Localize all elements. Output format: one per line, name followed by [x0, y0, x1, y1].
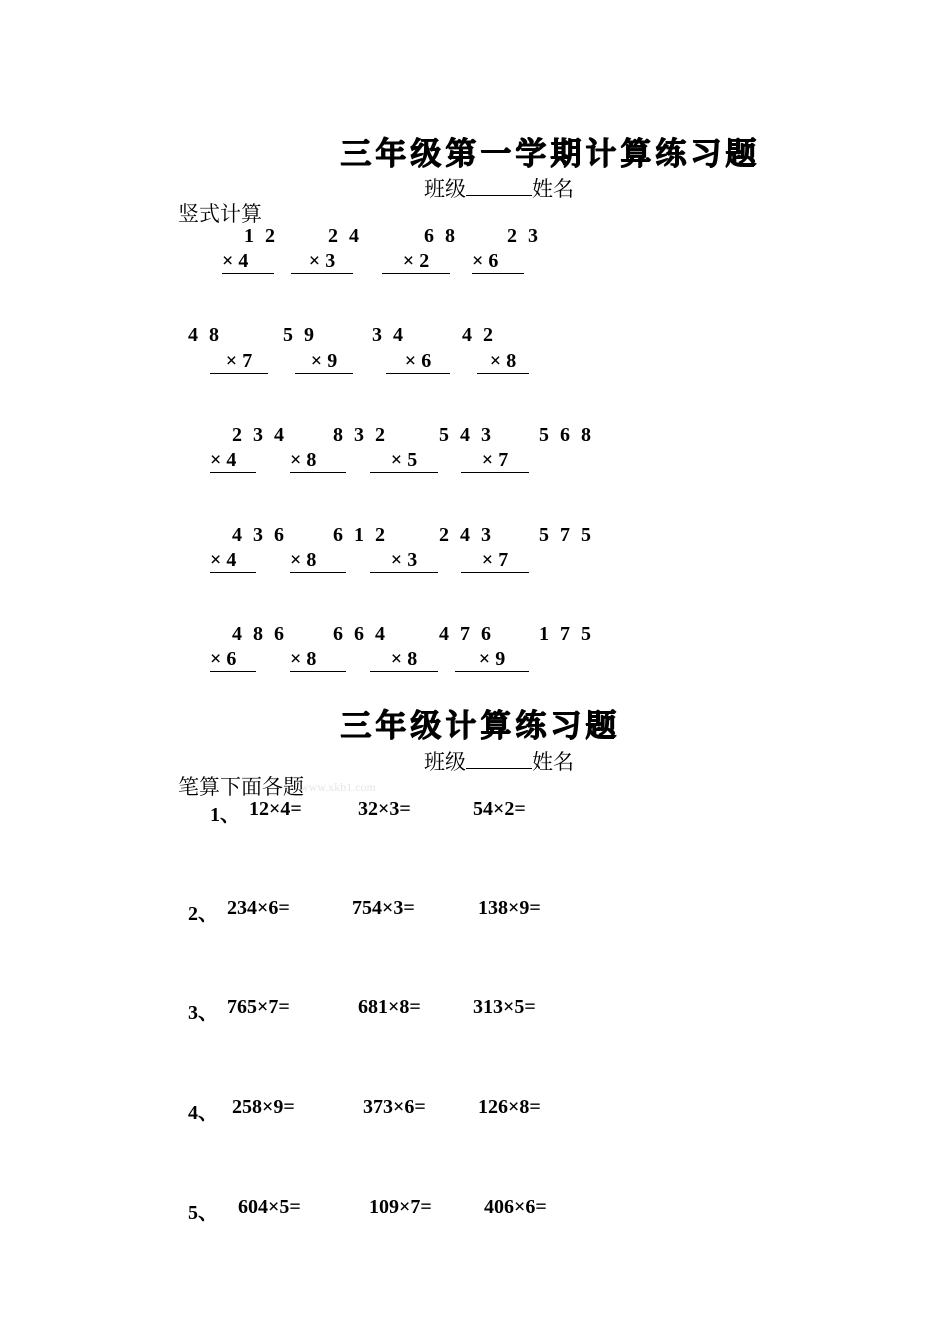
problem-expression: 109×7=	[369, 1196, 432, 1218]
problem-top: 4 3 6	[232, 524, 287, 546]
problem-index: 3、	[188, 1002, 218, 1024]
problem-expression: 32×3=	[358, 798, 411, 820]
problem-expression: 258×9=	[232, 1096, 295, 1118]
problem-top: 1 2	[244, 225, 278, 247]
class-label: 班级	[424, 750, 466, 774]
problem-multiplier: × 8	[477, 350, 529, 374]
problem-multiplier: × 4	[210, 449, 256, 473]
class-name-line-2	[424, 746, 574, 776]
class-blank	[466, 751, 532, 769]
problem-top: 4 8	[188, 324, 222, 346]
problem-multiplier: × 7	[461, 449, 529, 473]
problem-top: 6 8	[424, 225, 458, 247]
problem-expression: 406×6=	[484, 1196, 547, 1218]
written-calc-heading: 笔算下面各题	[178, 775, 304, 799]
problem-multiplier: × 8	[290, 648, 346, 672]
problem-top: 5 9	[283, 324, 317, 346]
problem-top: 2 4 3	[439, 524, 494, 546]
worksheet-title-2: 三年级计算练习题	[340, 708, 620, 744]
worksheet-title: 三年级第一学期计算练习题	[340, 136, 760, 172]
name-label: 姓名	[532, 750, 574, 774]
problem-expression: 126×8=	[478, 1096, 541, 1118]
class-name-line	[424, 173, 574, 203]
problem-top: 4 7 6	[439, 623, 494, 645]
watermark: www.xkb1.com	[300, 780, 376, 794]
problem-top: 3 4	[372, 324, 406, 346]
problem-multiplier: × 7	[461, 549, 529, 573]
problem-top: 5 7 5	[539, 524, 594, 546]
problem-index: 1、	[210, 804, 240, 826]
problem-top: 2 3 4	[232, 424, 287, 446]
problem-expression: 54×2=	[473, 798, 526, 820]
problem-index: 2、	[188, 903, 218, 925]
problem-top: 1 7 5	[539, 623, 594, 645]
problem-multiplier: × 4	[210, 549, 256, 573]
vertical-calc-heading: 竖式计算	[178, 202, 262, 226]
problem-top: 6 1 2	[333, 524, 388, 546]
problem-top: 5 6 8	[539, 424, 594, 446]
problem-expression: 373×6=	[363, 1096, 426, 1118]
problem-multiplier: × 8	[290, 549, 346, 573]
problem-multiplier: × 9	[455, 648, 529, 672]
problem-multiplier: × 6	[472, 250, 524, 274]
class-blank	[466, 178, 532, 196]
problem-multiplier: × 2	[382, 250, 450, 274]
problem-multiplier: × 6	[210, 648, 256, 672]
problem-expression: 681×8=	[358, 996, 421, 1018]
problem-multiplier: × 8	[370, 648, 438, 672]
problem-multiplier: × 8	[290, 449, 346, 473]
problem-multiplier: × 9	[295, 350, 353, 374]
class-label: 班级	[424, 177, 466, 201]
problem-top: 4 2	[462, 324, 496, 346]
name-label: 姓名	[532, 177, 574, 201]
problem-expression: 604×5=	[238, 1196, 301, 1218]
problem-multiplier: × 4	[222, 250, 274, 274]
problem-expression: 12×4=	[249, 798, 302, 820]
problem-multiplier: × 3	[291, 250, 353, 274]
problem-expression: 754×3=	[352, 897, 415, 919]
problem-expression: 313×5=	[473, 996, 536, 1018]
problem-top: 2 3	[507, 225, 541, 247]
problem-index: 5、	[188, 1202, 218, 1224]
problem-expression: 138×9=	[478, 897, 541, 919]
problem-expression: 234×6=	[227, 897, 290, 919]
problem-top: 8 3 2	[333, 424, 388, 446]
problem-top: 2 4	[328, 225, 362, 247]
problem-top: 6 6 4	[333, 623, 388, 645]
problem-expression: 765×7=	[227, 996, 290, 1018]
problem-multiplier: × 5	[370, 449, 438, 473]
problem-top: 4 8 6	[232, 623, 287, 645]
problem-multiplier: × 6	[386, 350, 450, 374]
problem-multiplier: × 7	[210, 350, 268, 374]
problem-index: 4、	[188, 1102, 218, 1124]
problem-top: 5 4 3	[439, 424, 494, 446]
problem-multiplier: × 3	[370, 549, 438, 573]
